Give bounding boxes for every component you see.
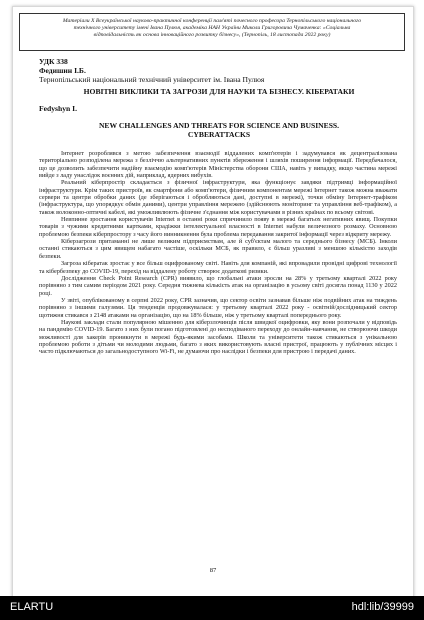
- paragraph: Інтернет розроблявся з метою забезпечення взаємодії віддалених комп'ютерів і задумувався як децентралізована територіально розподілена мережа з безліччю альтернативних пунктів збереження і шляхів поширення інформації. Передбачалося, що це дозволить забезпечити надійну взаємодію комп'ютерів Міністерства оборони США, навіть у випадку, якщо частина мережі вийде з ладу унаслідок воєнних дій, наприклад, ядерних вибухів.: [39, 150, 397, 180]
- author-ua: Федишин І.Б.: [39, 66, 86, 75]
- paragraph: Реальний кіберпростір складається з фізичної інфраструктури, яка функціонує завдяки підтримці інформаційної інфраструктури. Крім таких пристроїв, як смартфони або комп'ютери, фізичним компонентам мережі Інтернет також можна вважати сервери та центри обробки даних (де зберігаються і обробляються дані, доступні в мережі), точки обміну Інтернет-трафіком (інфраструктура, що упорядкує обмін даними), центри управління мережею (здійснюють моніторинг та управління веб-трафіком), а також волоконно-оптичні кабелі, які уможливлюють фізичне з'єднання між користувачами в різних країнах по всьому світові.: [39, 179, 397, 216]
- paragraph: Наукові заклади стали популярною мішенню для кіберзлочинців після швидкої оцифровки, яку вони розпочали у відповідь на пандемію COVID-19. Багато з них були погано підготовлені до несподіваного переходу до онлайн-навчання, не створюючи шкоди можливості для хакерів проникнути в мережі будь-якими засобами. Школи та університети також стикаються з унікальною проблемою роботи з дітьми чи молодими людьми, багато з яких використовують власні пристрої, працюють у публічних місцях і часто підключаються до загальнодоступного Wi-Fi, не думаючи про наслідки і безпеки для пристрою і передачі даних.: [39, 318, 397, 356]
- repository-name: ELARTU: [10, 601, 54, 613]
- header-line: технічного університету імені Івана Пулюя, академіка НАН України Миколи Григоровича Чумаченка: «Соціальна: [73, 25, 351, 32]
- title-en-line: NEW CHALLENGES AND THREATS FOR SCIENCE AND BUSINESS.: [98, 121, 340, 130]
- conference-header-box: [19, 13, 405, 51]
- paragraph: Кіберзагрози притаманні не лише великим підприємствам, але й суб'єктам малого та середнього бізнесу (МСБ). Інколи останні стикаються з цим явищем набагато частіше, оскільки МСБ, як правило, є більш уразливі з меншою кількістю заходів безпеки.: [39, 238, 397, 260]
- paragraph: Дослідження Check Point Research (CPR) виявило, що глобальні атаки зросли на 28% у третьому кварталі 2022 року порівняно з тим самим періодом 2021 року. Середня тижнева кількість атак на організацію в усьому світі досягла понад 1130 у 2022 році.: [39, 274, 397, 297]
- title-en-line: CYBERATTACKS: [187, 130, 251, 139]
- paragraph: Загроза кібератак зростає у все більш оцифрованому світі. Навіть для компаній, які впровадили провідні цифрові технології та кібербезпеку до COVID-19, перехід на віддалену роботу створює додаткові ризики.: [39, 260, 397, 275]
- paragraph: У звіті, опублікованому в серпні 2022 року, CPR зазначив, що сектор освіти зазнавав більше ніж подвійних атак на тиждень порівняно з іншими галузями. Ця тенденція продовжувалася: у третьому кварталі 2022 року - освітній/дослідницький сектор щотижня стикався з 2148 атаками на організацію, що на 18% більше, ніж у третьому кварталі попереднього року.: [39, 296, 397, 319]
- repository-footer-bar: [0, 596, 424, 620]
- header-line: Матеріали Х Всеукраїнської науково-практичної конференції пам'яті почесного професора Тернопільського національного: [62, 18, 362, 24]
- author-en: Fedyshyn I.: [39, 104, 77, 113]
- title-ua: НОВІТНІ ВИКЛИКИ ТА ЗАГРОЗИ ДЛЯ НАУКИ ТА БІЗНЕСУ. КІБЕРАТАКИ: [83, 87, 355, 96]
- affiliation: Тернопільський національний технічний університет ім. Івана Пулюя: [39, 75, 265, 84]
- paragraph: Невпинне зростання користувачів Internet в останні роки спричинило появу в мережі багатьох негативних явищ. Покупки товарів з чужими кредитними картками, крадіжки інтелектуальної власності в Internet набули величезного розмаху. Основною проблемою безпеки кіберпростору з часу його винникнення була проблема передавання закритої інформації через відкриту мережу.: [39, 216, 397, 238]
- header-line: відповідальність як основа інноваційного розвитку бізнесу», (Тернопіль, 18 листопада 2022 року): [93, 32, 331, 39]
- article-body: [39, 150, 397, 356]
- page-number: 87: [209, 567, 217, 574]
- document-page: [12, 6, 414, 598]
- udc-code: УДК 338: [39, 57, 68, 66]
- handle-id: hdl:lib/39999: [351, 601, 414, 613]
